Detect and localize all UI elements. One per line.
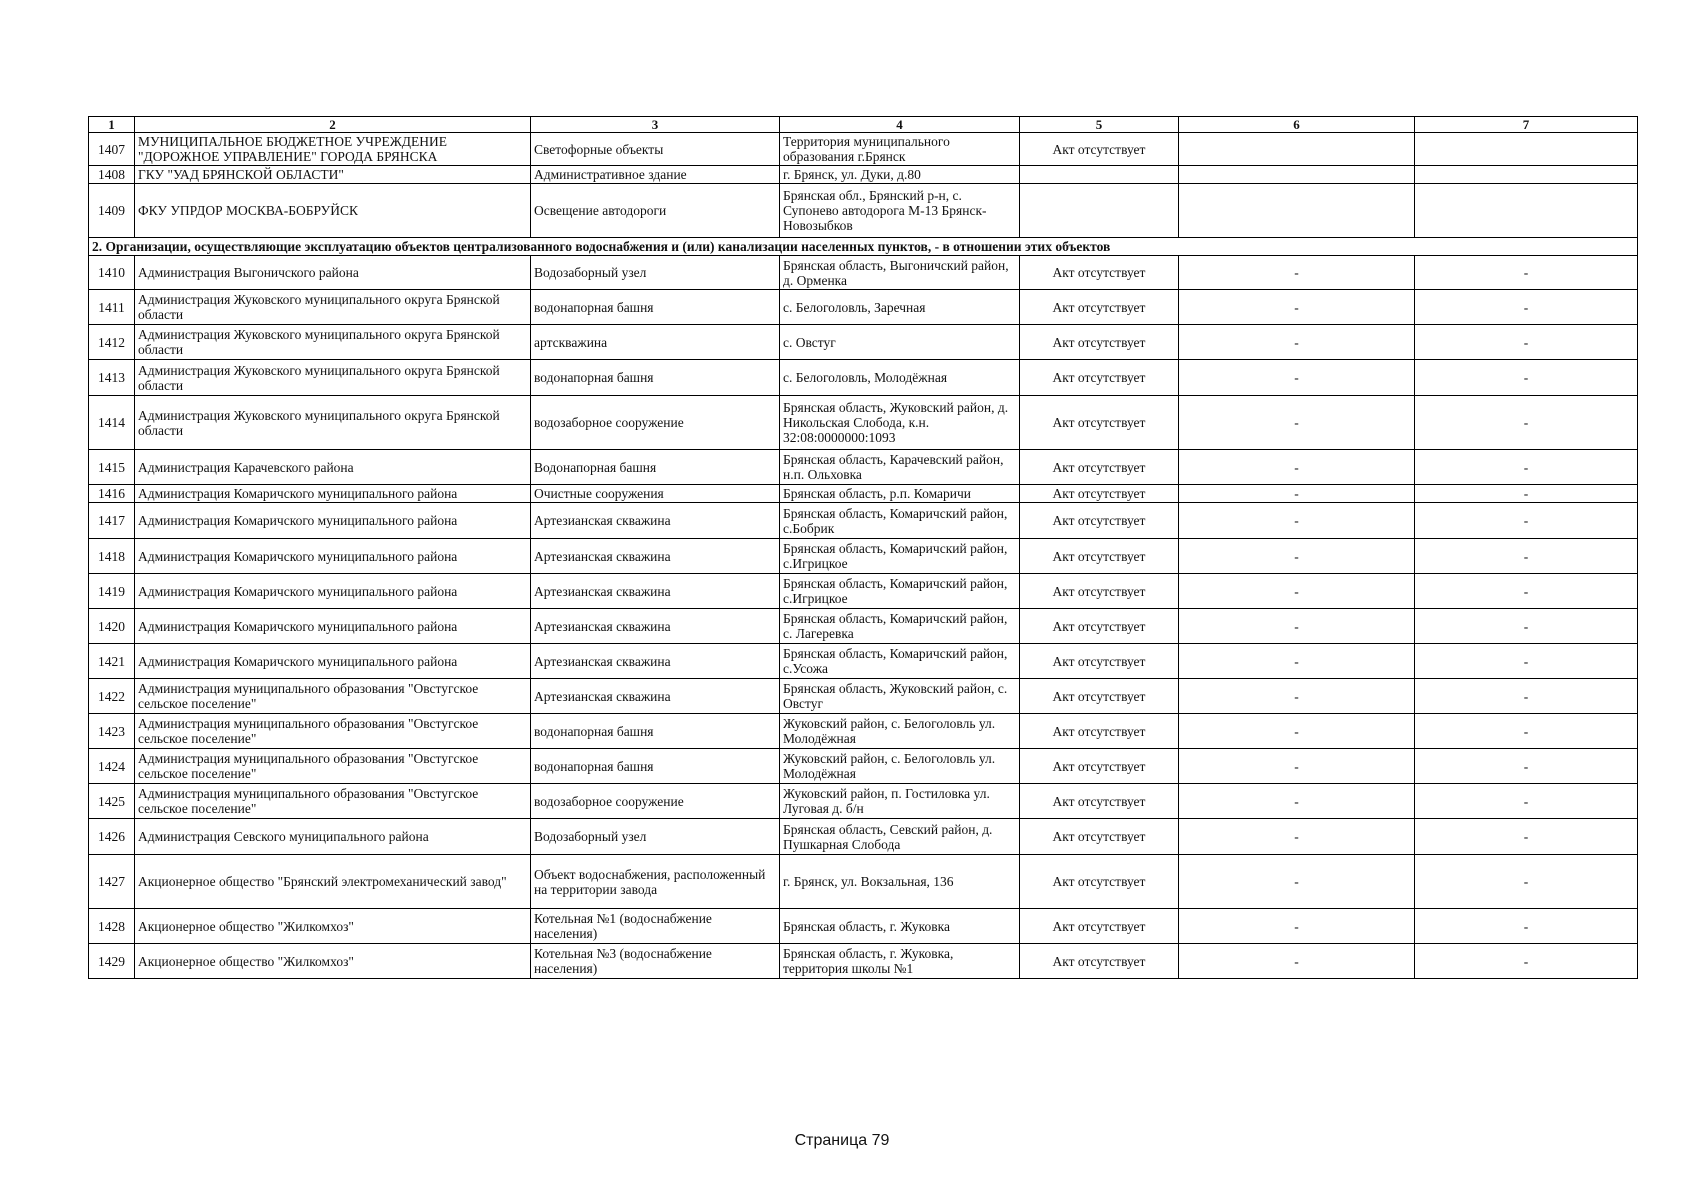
column-6-cell [1179,133,1415,166]
row-number: 1427 [89,855,135,909]
address-cell: Жуковский район, с. Белоголовль ул. Молодёжная [780,749,1020,784]
act-status-cell: Акт отсутствует [1020,503,1179,539]
section-title: 2. Организации, осуществляющие эксплуатацию объектов централизованного водоснабжения и (или) канализации населенных пунктов, - в отношении этих объектов [89,238,1638,256]
act-status-cell: Акт отсутствует [1020,360,1179,396]
address-cell: с. Белоголовль, Заречная [780,290,1020,325]
table-row [89,290,1638,325]
column-7-cell [1415,184,1638,238]
organization-cell: Администрация Жуковского муниципального округа Брянской области [135,290,531,325]
column-6-cell: - [1179,784,1415,819]
column-7-cell: - [1415,485,1638,503]
address-cell: Брянская область, р.п. Комаричи [780,485,1020,503]
object-cell: водонапорная башня [531,749,780,784]
row-number: 1426 [89,819,135,855]
object-cell: артскважина [531,325,780,360]
address-cell: Территория муниципального образования г.Брянск [780,133,1020,166]
organization-cell: Администрация Комаричского муниципального района [135,609,531,644]
column-6-cell: - [1179,909,1415,944]
row-number: 1418 [89,539,135,574]
address-cell: Брянская область, Жуковский район, д. Никольская Слобода, к.н. 32:08:0000000:1093 [780,396,1020,450]
column-7-cell: - [1415,944,1638,979]
address-cell: Брянская область, Карачевский район, н.п. Ольховка [780,450,1020,485]
act-status-cell: Акт отсутствует [1020,290,1179,325]
row-number: 1423 [89,714,135,749]
column-6-cell: - [1179,574,1415,609]
organization-cell: МУНИЦИПАЛЬНОЕ БЮДЖЕТНОЕ УЧРЕЖДЕНИЕ "ДОРОЖНОЕ УПРАВЛЕНИЕ" ГОРОДА БРЯНСКА [135,133,531,166]
organization-cell: Акционерное общество "Жилкомхоз" [135,909,531,944]
row-number: 1416 [89,485,135,503]
column-6-cell: - [1179,256,1415,290]
column-6-cell [1179,184,1415,238]
column-7-cell: - [1415,539,1638,574]
row-number: 1424 [89,749,135,784]
address-cell: Брянская область, г. Жуковка, территория школы №1 [780,944,1020,979]
object-cell: Артезианская скважина [531,574,780,609]
organization-cell: Администрация Комаричского муниципального района [135,539,531,574]
table-row [89,714,1638,749]
column-6-cell: - [1179,539,1415,574]
organization-cell: Администрация Севского муниципального района [135,819,531,855]
organization-cell: Администрация Карачевского района [135,450,531,485]
table-row [89,485,1638,503]
address-cell: Брянская область, Выгоничский район, д. Орменка [780,256,1020,290]
header-row [89,117,1638,133]
row-number: 1408 [89,166,135,184]
object-cell: Котельная №3 (водоснабжение населения) [531,944,780,979]
table-row [89,184,1638,238]
row-number: 1422 [89,679,135,714]
address-cell: Брянская область, Севский район, д. Пушкарная Слобода [780,819,1020,855]
column-6-cell: - [1179,360,1415,396]
address-cell: Брянская область, Комаричский район, с.Усожа [780,644,1020,679]
column-7-cell: - [1415,360,1638,396]
column-6-cell: - [1179,396,1415,450]
row-number: 1415 [89,450,135,485]
object-cell: Объект водоснабжения, расположенный на территории завода [531,855,780,909]
address-cell: Брянская область, Комаричский район, с.Игрицкое [780,574,1020,609]
object-cell: водонапорная башня [531,714,780,749]
act-status-cell: Акт отсутствует [1020,574,1179,609]
col-header-6: 6 [1179,117,1415,133]
table-row [89,749,1638,784]
organization-cell: Администрация Комаричского муниципального района [135,485,531,503]
table-row [89,539,1638,574]
act-status-cell: Акт отсутствует [1020,325,1179,360]
address-cell: Брянская область, Комаричский район, с.Бобрик [780,503,1020,539]
column-7-cell [1415,133,1638,166]
act-status-cell: Акт отсутствует [1020,909,1179,944]
column-7-cell: - [1415,784,1638,819]
address-cell: Брянская область, Жуковский район, с. Овстуг [780,679,1020,714]
organization-cell: Акционерное общество "Жилкомхоз" [135,944,531,979]
organization-cell: Администрация Выгоничского района [135,256,531,290]
table-row [89,574,1638,609]
object-cell: Артезианская скважина [531,644,780,679]
object-cell: Артезианская скважина [531,503,780,539]
column-6-cell: - [1179,944,1415,979]
object-cell: водозаборное сооружение [531,784,780,819]
row-number: 1421 [89,644,135,679]
act-status-cell: Акт отсутствует [1020,644,1179,679]
column-6-cell: - [1179,325,1415,360]
object-cell: Котельная №1 (водоснабжение населения) [531,909,780,944]
object-cell: Очистные сооружения [531,485,780,503]
organization-cell: Администрация муниципального образования "Овстугское сельское поселение" [135,714,531,749]
section-row [89,238,1638,256]
row-number: 1428 [89,909,135,944]
table-row [89,909,1638,944]
row-number: 1411 [89,290,135,325]
address-cell: Жуковский район, п. Гостиловка ул. Луговая д. б/н [780,784,1020,819]
row-number: 1407 [89,133,135,166]
organization-cell: Администрация Комаричского муниципального района [135,644,531,679]
table-row [89,396,1638,450]
address-cell: с. Овстуг [780,325,1020,360]
object-cell: Водонапорная башня [531,450,780,485]
column-7-cell: - [1415,644,1638,679]
table-row [89,644,1638,679]
col-header-7: 7 [1415,117,1638,133]
column-7-cell [1415,166,1638,184]
act-status-cell: Акт отсутствует [1020,133,1179,166]
table-row [89,360,1638,396]
row-number: 1412 [89,325,135,360]
act-status-cell: Акт отсутствует [1020,819,1179,855]
column-7-cell: - [1415,450,1638,485]
address-cell: Жуковский район, с. Белоголовль ул. Молодёжная [780,714,1020,749]
act-status-cell: Акт отсутствует [1020,944,1179,979]
column-6-cell: - [1179,609,1415,644]
row-number: 1429 [89,944,135,979]
act-status-cell: Акт отсутствует [1020,749,1179,784]
address-cell: Брянская область, Комаричский район, с. Лагеревка [780,609,1020,644]
row-number: 1409 [89,184,135,238]
act-status-cell: Акт отсутствует [1020,679,1179,714]
object-cell: водонапорная башня [531,360,780,396]
column-6-cell: - [1179,679,1415,714]
act-status-cell: Акт отсутствует [1020,485,1179,503]
col-header-3: 3 [531,117,780,133]
row-number: 1413 [89,360,135,396]
col-header-5: 5 [1020,117,1179,133]
column-7-cell: - [1415,819,1638,855]
table-row [89,133,1638,166]
act-status-cell: Акт отсутствует [1020,256,1179,290]
organization-cell: ФКУ УПРДОР МОСКВА-БОБРУЙСК [135,184,531,238]
column-7-cell: - [1415,574,1638,609]
object-cell: Освещение автодороги [531,184,780,238]
object-cell: водонапорная башня [531,290,780,325]
table-row [89,450,1638,485]
row-number: 1420 [89,609,135,644]
row-number: 1410 [89,256,135,290]
row-number: 1414 [89,396,135,450]
act-status-cell [1020,184,1179,238]
column-6-cell [1179,166,1415,184]
column-7-cell: - [1415,609,1638,644]
column-7-cell: - [1415,290,1638,325]
organization-cell: Администрация Комаричского муниципального района [135,574,531,609]
address-cell: с. Белоголовль, Молодёжная [780,360,1020,396]
organization-cell: Администрация Жуковского муниципального округа Брянской области [135,360,531,396]
column-6-cell: - [1179,644,1415,679]
act-status-cell: Акт отсутствует [1020,784,1179,819]
act-status-cell: Акт отсутствует [1020,539,1179,574]
act-status-cell: Акт отсутствует [1020,714,1179,749]
organization-cell: Администрация Жуковского муниципального округа Брянской области [135,325,531,360]
object-cell: Водозаборный узел [531,819,780,855]
table-row [89,679,1638,714]
column-7-cell: - [1415,256,1638,290]
column-7-cell: - [1415,325,1638,360]
registry-table [88,116,1638,979]
column-6-cell: - [1179,485,1415,503]
table-row [89,256,1638,290]
object-cell: Светофорные объекты [531,133,780,166]
object-cell: Административное здание [531,166,780,184]
column-6-cell: - [1179,819,1415,855]
object-cell: Водозаборный узел [531,256,780,290]
table-row [89,609,1638,644]
object-cell: Артезианская скважина [531,609,780,644]
organization-cell: ГКУ "УАД БРЯНСКОЙ ОБЛАСТИ" [135,166,531,184]
column-7-cell: - [1415,714,1638,749]
object-cell: водозаборное сооружение [531,396,780,450]
row-number: 1419 [89,574,135,609]
column-6-cell: - [1179,714,1415,749]
column-6-cell: - [1179,855,1415,909]
column-7-cell: - [1415,749,1638,784]
object-cell: Артезианская скважина [531,539,780,574]
col-header-2: 2 [135,117,531,133]
column-7-cell: - [1415,909,1638,944]
column-7-cell: - [1415,503,1638,539]
row-number: 1425 [89,784,135,819]
organization-cell: Администрация муниципального образования "Овстугское сельское поселение" [135,679,531,714]
organization-cell: Акционерное общество "Брянский электромеханический завод" [135,855,531,909]
act-status-cell [1020,166,1179,184]
table-row [89,503,1638,539]
table-row [89,855,1638,909]
address-cell: Брянская обл., Брянский р-н, с. Супонево автодорога М-13 Брянск-Новозыбков [780,184,1020,238]
object-cell: Артезианская скважина [531,679,780,714]
row-number: 1417 [89,503,135,539]
col-header-1: 1 [89,117,135,133]
address-cell: г. Брянск, ул. Вокзальная, 136 [780,855,1020,909]
table-row [89,944,1638,979]
column-6-cell: - [1179,290,1415,325]
col-header-4: 4 [780,117,1020,133]
table-row [89,819,1638,855]
column-6-cell: - [1179,749,1415,784]
page-number: Страница 79 [794,1132,890,1149]
table-row [89,784,1638,819]
address-cell: Брянская область, Комаричский район, с.Игрицкое [780,539,1020,574]
organization-cell: Администрация муниципального образования "Овстугское сельское поселение" [135,749,531,784]
act-status-cell: Акт отсутствует [1020,450,1179,485]
act-status-cell: Акт отсутствует [1020,855,1179,909]
column-7-cell: - [1415,855,1638,909]
act-status-cell: Акт отсутствует [1020,609,1179,644]
organization-cell: Администрация муниципального образования "Овстугское сельское поселение" [135,784,531,819]
address-cell: г. Брянск, ул. Дуки, д.80 [780,166,1020,184]
column-7-cell: - [1415,396,1638,450]
address-cell: Брянская область, г. Жуковка [780,909,1020,944]
column-6-cell: - [1179,450,1415,485]
table-row [89,325,1638,360]
table-row [89,166,1638,184]
act-status-cell: Акт отсутствует [1020,396,1179,450]
column-7-cell: - [1415,679,1638,714]
organization-cell: Администрация Жуковского муниципального округа Брянской области [135,396,531,450]
column-6-cell: - [1179,503,1415,539]
organization-cell: Администрация Комаричского муниципального района [135,503,531,539]
